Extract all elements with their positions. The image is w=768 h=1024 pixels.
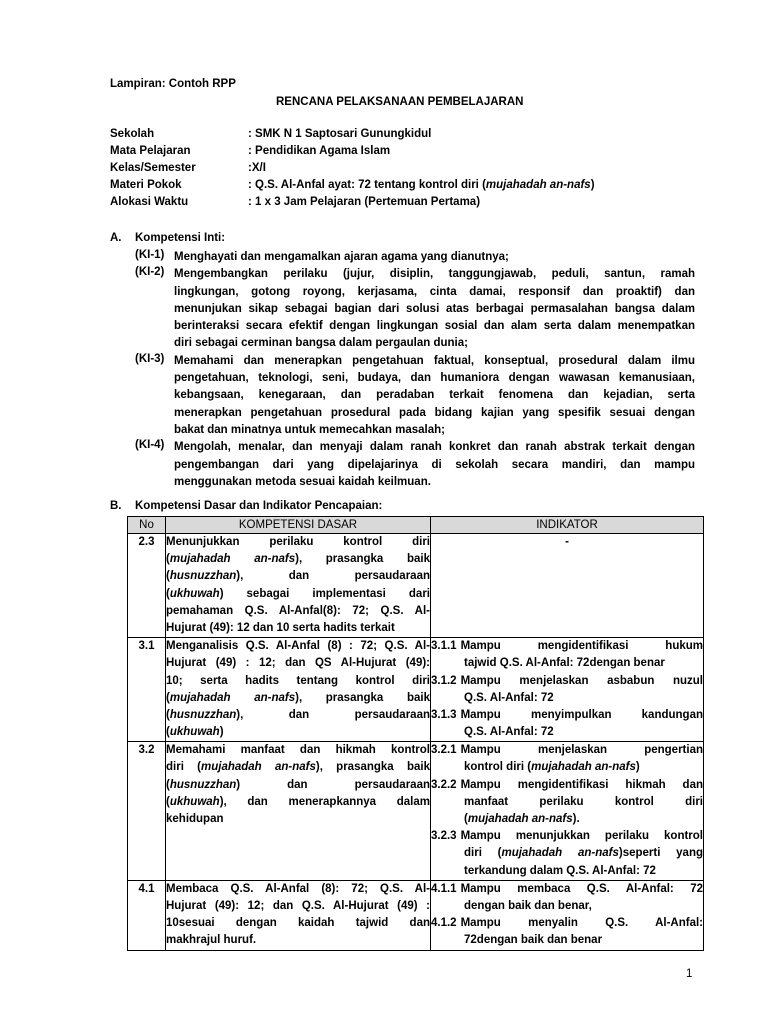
table-row xyxy=(128,880,704,950)
identity-value-end: ) xyxy=(590,179,595,191)
text-run: ( xyxy=(464,813,468,825)
identity-value-text: : SMK N 1 Saptosari Gunungkidul xyxy=(248,128,432,140)
indicator-line xyxy=(431,742,703,759)
ki-label: (KI-2) xyxy=(135,266,165,279)
indicator-item xyxy=(431,673,703,707)
competency-line xyxy=(166,620,430,637)
text-run: kontrol diri ( xyxy=(464,761,532,774)
competency-line xyxy=(166,915,430,932)
indicator-line xyxy=(431,638,703,655)
text-run: ) xyxy=(219,726,224,739)
text-run: ( xyxy=(166,587,170,600)
indicator-line xyxy=(431,655,703,672)
text-run: ), prasangka baik xyxy=(295,553,430,566)
indicator-line xyxy=(431,898,703,915)
ki-text-line: Memahami dan menerapkan pengetahuan faktual, konseptual, prosedural dalam ilmu xyxy=(174,354,695,367)
italic-term: husnuzzhan xyxy=(169,570,237,583)
competency-line xyxy=(166,932,430,949)
text-run: makhrajul huruf. xyxy=(166,934,257,947)
indicator-line xyxy=(431,881,703,898)
competency-line xyxy=(166,551,430,568)
italic-term: ukhuwah xyxy=(169,587,220,600)
identity-value xyxy=(248,162,266,174)
text-run: ) sebagai implementasi dari xyxy=(219,587,430,600)
italic-term: ukhuwah xyxy=(169,726,220,739)
identity-value-text: : Q.S. Al-Anfal ayat: 72 tentang kontrol diri ( xyxy=(248,179,486,191)
identity-value xyxy=(248,145,390,157)
text-run: 10; serta hadits tentang kontrol diri xyxy=(166,674,430,687)
row-number: 2.3 xyxy=(128,534,166,638)
italic-term: husnuzzhan xyxy=(169,778,237,791)
indicator-item xyxy=(431,915,703,949)
ki-text-line: Mengolah, menalar, dan menyaji dalam ranah konkret dan ranah abstrak terkait dengan xyxy=(174,441,695,454)
basic-competency-cell xyxy=(166,880,431,950)
text-run: ), dan persaudaraan xyxy=(236,708,430,721)
indicator-line xyxy=(431,759,703,776)
indicator-item xyxy=(431,777,703,829)
text-run: Membaca Q.S. Al-Anfal (8): 72; Q.S. Al- xyxy=(166,882,430,895)
ki-text-line: berinteraksi secara efektif dengan lingkungan sosial dan alam serta dalam menempatkan xyxy=(174,320,695,333)
indicator-line xyxy=(431,863,703,880)
competency-line xyxy=(166,777,430,794)
competency-line xyxy=(166,707,430,724)
ki-label: (KI-4) xyxy=(135,439,165,452)
competency-line xyxy=(166,794,430,811)
indicator-number: 3.2.1 xyxy=(431,744,457,757)
ki-label: (KI-1) xyxy=(135,249,165,261)
text-run: Mampu menjelaskan pengertian xyxy=(460,744,703,757)
indicator-cell xyxy=(431,638,704,742)
competency-line xyxy=(166,759,430,776)
ki-text-line: pengetahuan, teknologi, seni, budaya, dan humaniora dengan wawasan kemanusiaan, xyxy=(174,372,695,385)
text-run: ( xyxy=(166,726,170,739)
competency-line xyxy=(166,673,430,690)
identity-label: Sekolah xyxy=(110,128,155,140)
col-header-no: No xyxy=(128,517,166,534)
indicator-number: 4.1.2 xyxy=(431,917,457,930)
text-run: Menunjukkan perilaku kontrol diri xyxy=(166,536,430,548)
indicator-line xyxy=(431,811,703,828)
text-run: Q.S. Al-Anfal: 72 xyxy=(464,726,554,739)
ki-text-line: menggunakan metoda sesuai kaidah keilmuan. xyxy=(174,475,431,488)
basic-competency-cell xyxy=(166,638,431,742)
text-run: 72dengan baik dan benar xyxy=(464,934,603,947)
basic-competency-cell xyxy=(166,534,431,638)
identity-label: Materi Pokok xyxy=(110,179,182,191)
text-run: Hujurat (49) : 12; dan QS Al-Hujurat (49): xyxy=(166,657,430,670)
ki-text-line: kebangsaan, kenegaraan, dan peradaban terkait fenomena dan kejadian, serta xyxy=(174,389,695,402)
competency-line xyxy=(166,603,430,620)
text-run: Mampu mengidentifikasi hukum xyxy=(460,640,703,653)
italic-term: mujahadah an-nafs xyxy=(201,761,316,774)
indicator-line xyxy=(431,707,703,724)
ki-text-line: lingkungan, gotong royong, kerjasama, cinta damai, responsif dan proaktif) dan xyxy=(174,285,695,298)
indicator-item xyxy=(431,638,703,672)
ki-label: (KI-3) xyxy=(135,352,165,365)
identity-value xyxy=(248,179,595,191)
page-number: 1 xyxy=(686,968,693,980)
text-run: ) dan persaudaraan xyxy=(236,778,430,791)
competency-line xyxy=(166,586,430,603)
competency-line xyxy=(166,881,430,898)
identity-value-text: :X/I xyxy=(248,162,266,174)
text-run: Menganalisis Q.S. Al-Anfal (8) : 72; Q.S. Al- xyxy=(166,640,430,653)
text-run: diri ( xyxy=(464,847,502,860)
section-a-heading: Kompetensi Inti: xyxy=(135,232,226,244)
text-run: Mampu mengidentifikasi hikmah dan xyxy=(460,778,703,791)
col-header-basic-competency: KOMPETENSI DASAR xyxy=(166,517,431,534)
indicator-line xyxy=(431,794,703,811)
indicator-empty: - xyxy=(565,536,569,548)
indicator-cell xyxy=(431,880,704,950)
attachment-label: Lampiran: Contoh RPP xyxy=(110,78,236,90)
text-run: Memahami manfaat dan hikmah kontrol xyxy=(166,744,430,757)
text-run: Mampu membaca Q.S. Al-Anfal: 72 xyxy=(460,882,703,895)
ki-text-line: menerapkan pengetahuan prosedural pada bidang kajian yang spesifik sesuai dengan xyxy=(174,406,695,419)
indicator-line xyxy=(431,724,703,741)
identity-value-text: : Pendidikan Agama Islam xyxy=(248,145,391,157)
ki-text xyxy=(174,249,695,266)
competency-line xyxy=(166,811,430,828)
competency-line xyxy=(166,638,430,655)
table-row xyxy=(128,534,704,638)
competency-line xyxy=(166,568,430,585)
ki-text xyxy=(174,266,695,352)
italic-term: mujahadah an-nafs xyxy=(169,691,296,704)
text-run: ), prasangka baik xyxy=(295,691,430,704)
ki-text-line: pengembangan dari yang dipelajarinya di sekolah secara mandiri, dan mampu xyxy=(174,458,695,471)
indicator-line xyxy=(431,690,703,707)
identity-label: Kelas/Semester xyxy=(110,162,196,174)
row-number: 3.2 xyxy=(128,742,166,881)
indicator-cell xyxy=(431,742,704,881)
text-run: dengan baik dan benar, xyxy=(464,899,592,912)
competency-line xyxy=(166,724,430,741)
text-run: kehidupan xyxy=(166,813,224,825)
ki-text xyxy=(174,353,695,439)
row-number: 3.1 xyxy=(128,638,166,742)
competency-line xyxy=(166,655,430,672)
ki-text-line: bakat dan minatnya untuk memecahkan masalah; xyxy=(174,423,445,436)
text-run: ( xyxy=(166,778,170,791)
text-run: ( xyxy=(166,691,170,704)
basic-competency-cell xyxy=(166,742,431,881)
row-number: 4.1 xyxy=(128,880,166,950)
italic-term: mujahadah an-nafs xyxy=(169,553,296,566)
indicator-item xyxy=(431,742,703,776)
text-run: Mampu menunjukkan perilaku kontrol xyxy=(460,830,703,843)
section-b-marker: B. xyxy=(110,500,122,512)
competency-line xyxy=(166,534,430,551)
table-header-row xyxy=(128,517,704,534)
text-run: ) xyxy=(635,761,640,774)
competency-line xyxy=(166,690,430,707)
identity-label: Alokasi Waktu xyxy=(110,196,189,208)
indicator-number: 3.2.3 xyxy=(431,830,457,843)
ki-text-line: Mengembangkan perilaku (jujur, disiplin, tanggungjawab, peduli, santun, ramah xyxy=(174,268,695,281)
section-b-heading: Kompetensi Dasar dan Indikator Pencapaian: xyxy=(135,500,383,512)
identity-value-text: : 1 x 3 Jam Pelajaran (Pertemuan Pertama) xyxy=(248,196,481,208)
indicator-number: 3.1.3 xyxy=(431,708,457,721)
indicator-number: 3.1.2 xyxy=(431,674,457,687)
text-run: ( xyxy=(166,708,170,721)
text-run: ), dan menerapkannya dalam xyxy=(219,795,430,808)
text-run: terkandung dalam Q.S. Al-Anfal: 72 xyxy=(464,864,656,877)
text-run: diri ( xyxy=(166,761,201,774)
ki-text-line: menunjukan sikap sebagai bagian dari solusi atas berbagai permasalahan bangsa dalam xyxy=(174,302,695,315)
indicator-number: 4.1.1 xyxy=(431,882,457,895)
text-run: Hujurat (49): 12; dan Q.S. Al-Hujurat (49) : xyxy=(166,899,430,912)
document-title: RENCANA PELAKSANAAN PEMBELAJARAN xyxy=(276,96,524,108)
indicator-cell xyxy=(431,534,704,638)
text-run: manfaat perilaku kontrol diri xyxy=(464,795,703,808)
competency-table xyxy=(127,516,704,951)
identity-value-italic: mujahadah an-nafs xyxy=(485,179,591,191)
indicator-line xyxy=(431,932,703,949)
text-run: ), prasangka baik xyxy=(315,761,430,774)
text-run: pemahaman Q.S. Al-Anfal(8): 72; Q.S. Al- xyxy=(166,604,430,617)
text-run: )seperti yang xyxy=(618,847,703,860)
indicator-line xyxy=(431,845,703,862)
indicator-line xyxy=(431,828,703,845)
indicator-line xyxy=(431,673,703,690)
text-run: Mampu menjelaskan asbabun nuzul xyxy=(460,674,703,687)
text-run: tajwid Q.S. Al-Anfal: 72dengan benar xyxy=(464,657,665,670)
identity-value xyxy=(248,128,431,140)
text-run: Hujurat (49): 12 dan 10 serta hadits terkait xyxy=(166,621,395,634)
ki-text-line: diri sebagai cerminan bangsa dalam pergaulan dunia; xyxy=(174,337,468,350)
indicator-item xyxy=(431,707,703,741)
italic-term: ukhuwah xyxy=(169,795,220,808)
ki-text-line: Menghayati dan mengamalkan ajaran agama yang dianutnya; xyxy=(174,251,509,263)
text-run: ( xyxy=(166,553,170,566)
text-run: Q.S. Al-Anfal: 72 xyxy=(464,691,554,704)
identity-label: Mata Pelajaran xyxy=(110,145,191,157)
identity-value xyxy=(248,196,480,208)
ki-text xyxy=(174,439,695,491)
section-a-marker: A. xyxy=(110,232,122,244)
indicator-number: 3.2.2 xyxy=(431,778,457,791)
competency-line xyxy=(166,898,430,915)
italic-term: mujahadah an-nafs xyxy=(501,847,619,860)
text-run: Mampu menyalin Q.S. Al-Anfal: xyxy=(460,917,703,930)
text-run: ( xyxy=(166,570,170,583)
italic-term: mujahadah an-nafs xyxy=(467,813,573,825)
indicator-line xyxy=(431,777,703,794)
indicator-item xyxy=(431,881,703,915)
table-row xyxy=(128,742,704,881)
text-run: Mampu menyimpulkan kandungan xyxy=(460,708,703,721)
italic-term: mujahadah an-nafs xyxy=(531,761,636,774)
text-run: ( xyxy=(166,795,170,808)
text-run: 10sesuai dengan kaidah tajwid dan xyxy=(166,917,430,930)
indicator-line xyxy=(431,915,703,932)
italic-term: husnuzzhan xyxy=(169,708,237,721)
text-run: ), dan persaudaraan xyxy=(236,570,430,583)
table-row xyxy=(128,638,704,742)
indicator-item xyxy=(431,828,703,880)
indicator-number: 3.1.1 xyxy=(431,640,457,653)
competency-line xyxy=(166,742,430,759)
text-run: ). xyxy=(572,813,580,825)
col-header-indicator: INDIKATOR xyxy=(431,517,704,534)
